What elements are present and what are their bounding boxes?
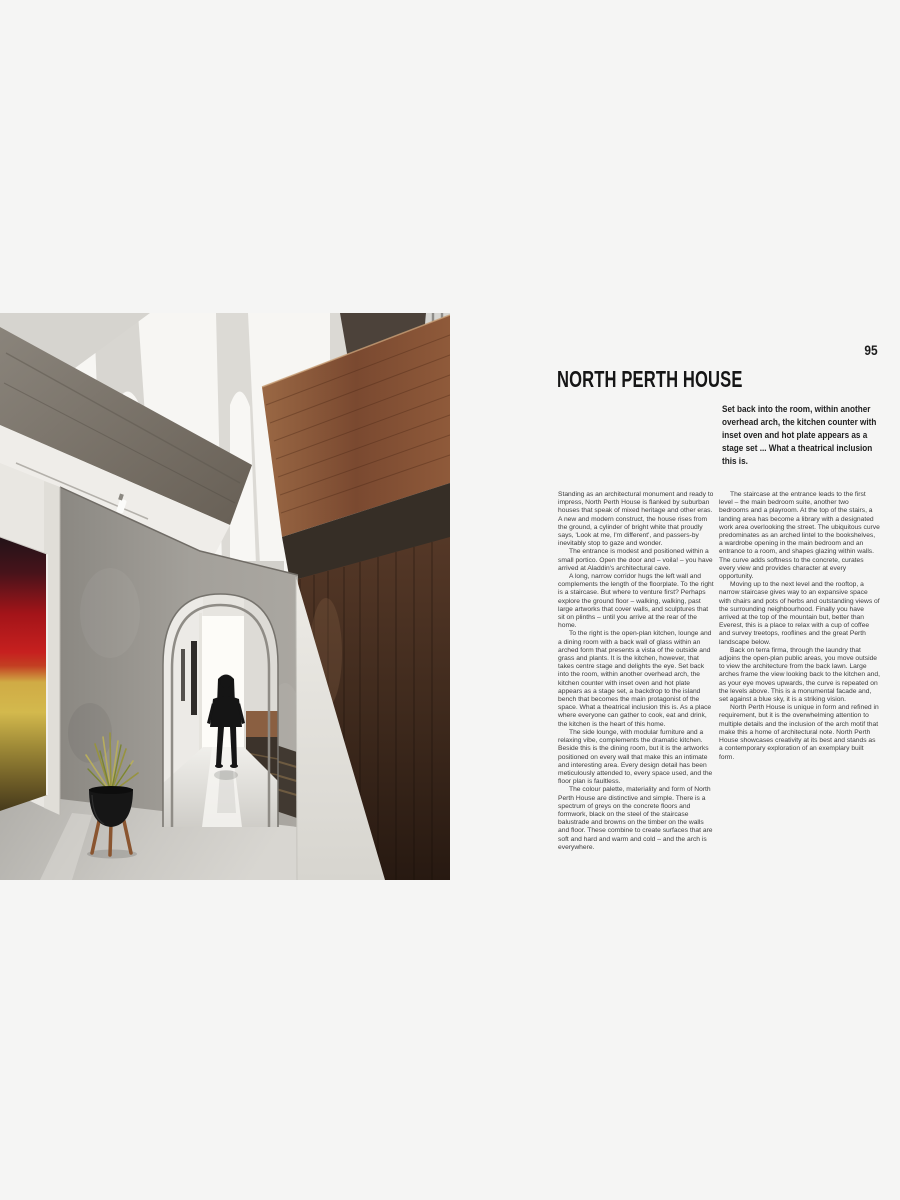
- paragraph: The side lounge, with modular furniture and a relaxing vibe, complements the dramatic kitchen. Beside this is the dining room, but it is the artworks positioned on every wall that make this an intimate and interesting area. Every design detail has been meticulously attended to, every space used, and the floor plan is faultless.: [558, 728, 713, 786]
- article-column-right: [719, 491, 880, 762]
- article-column-left: [558, 491, 714, 852]
- paragraph: North Perth House is unique in form and refined in requirement, but it is the overwhelming attention to multiple details and the inclusion of the arch motif that make this a home of architectural note. North Perth House showcases creativity at its best and stands as a contemporary exploration of an exemplary built form.: [719, 704, 879, 761]
- page-number: 95: [864, 342, 878, 358]
- paragraph: The staircase at the entrance leads to the first level – the main bedroom suite, another two bedrooms and a playroom. At the top of the stairs, a landing area has become a library with a designated work area overlooking the street. The ubiquitous curve predominates as an arched lintel to the bookshelves, a wardrobe opening in the main bedroom and an entrance to a room, and shapes glazing within walls. The curve adds softness to the concrete, curates every view and provides character at every opportunity.: [719, 491, 880, 581]
- paragraph: The entrance is modest and positioned within a small portico. Open the door and – voila! – you have arrived at Aladdin's architectural cave.: [558, 548, 713, 572]
- paragraph: To the right is the open-plan kitchen, lounge and a dining room with a back wall of glass within an arched form that presents a vista of the outside and grass and plants. It is the kitchen, however, that takes centre stage and delights the eye. Set back into the room, within another overhead arch, the kitchen counter with inset oven and hot plate appears as a stage set, a backdrop to the island bench that becomes the main protagonist of the space. What a theatrical inclusion this is. As a place where everyone can gather to cook, eat and drink, the kitchen is the heart of this home.: [558, 630, 712, 728]
- standfirst: Set back into the room, within another overhead arch, the kitchen counter with inset oven and hot plate appears as a stage set ... What a theatrical inclusion this is.: [722, 404, 877, 467]
- paragraph: Moving up to the next level and the rooftop, a narrow staircase gives way to an expansive space with chairs and pots of herbs and outstanding views of the surrounding neighbourhood. Finally you have arrived at the top of the mountain but, better than Everest, this is a place to relax with a cup of coffee and survey treetops, rooflines and the great Perth landscape below.: [719, 581, 880, 646]
- paragraph: A long, narrow corridor hugs the left wall and complements the length of the floorplate. To the right is a staircase. But where to venture first? Perhaps explore the ground floor – walking, walking, past large artworks that cover walls, and sculptures that sit on plinths – until you arrive at the rear of the home.: [558, 573, 714, 630]
- paragraph: Back on terra firma, through the laundry that adjoins the open-plan public areas, you move outside to view the architecture from the back lawn. Large arches frame the view looking back to the kitchen and, as your eye moves upwards, the curve is repeated on the levels above. This is a monumental facade and, set against a blue sky, it is a striking vision.: [719, 646, 880, 704]
- architectural-photo: [0, 313, 450, 880]
- page-title: NORTH PERTH HOUSE: [557, 366, 743, 392]
- paragraph: Standing as an architectural monument and ready to impress, North Perth House is flanked by suburban houses that speak of mixed heritage and other eras. A new and modern construct, the house rises from the ground, a cylinder of bright white that proudly says, 'Look at me, I'm different', and passers-by inevitably stop to gaze and wonder.: [558, 491, 714, 548]
- abstract-painting: [0, 537, 47, 811]
- paragraph: The colour palette, materiality and form of North Perth House are distinctive and simple. There is a spectrum of greys on the concrete floors and formwork, black on the steel of the staircase balustrade and browns on the timber on the walls and floor. These combine to create surfaces that are soft and hard and warm and cold – and the arch is everywhere.: [558, 786, 713, 851]
- photo-illustration: [0, 313, 450, 880]
